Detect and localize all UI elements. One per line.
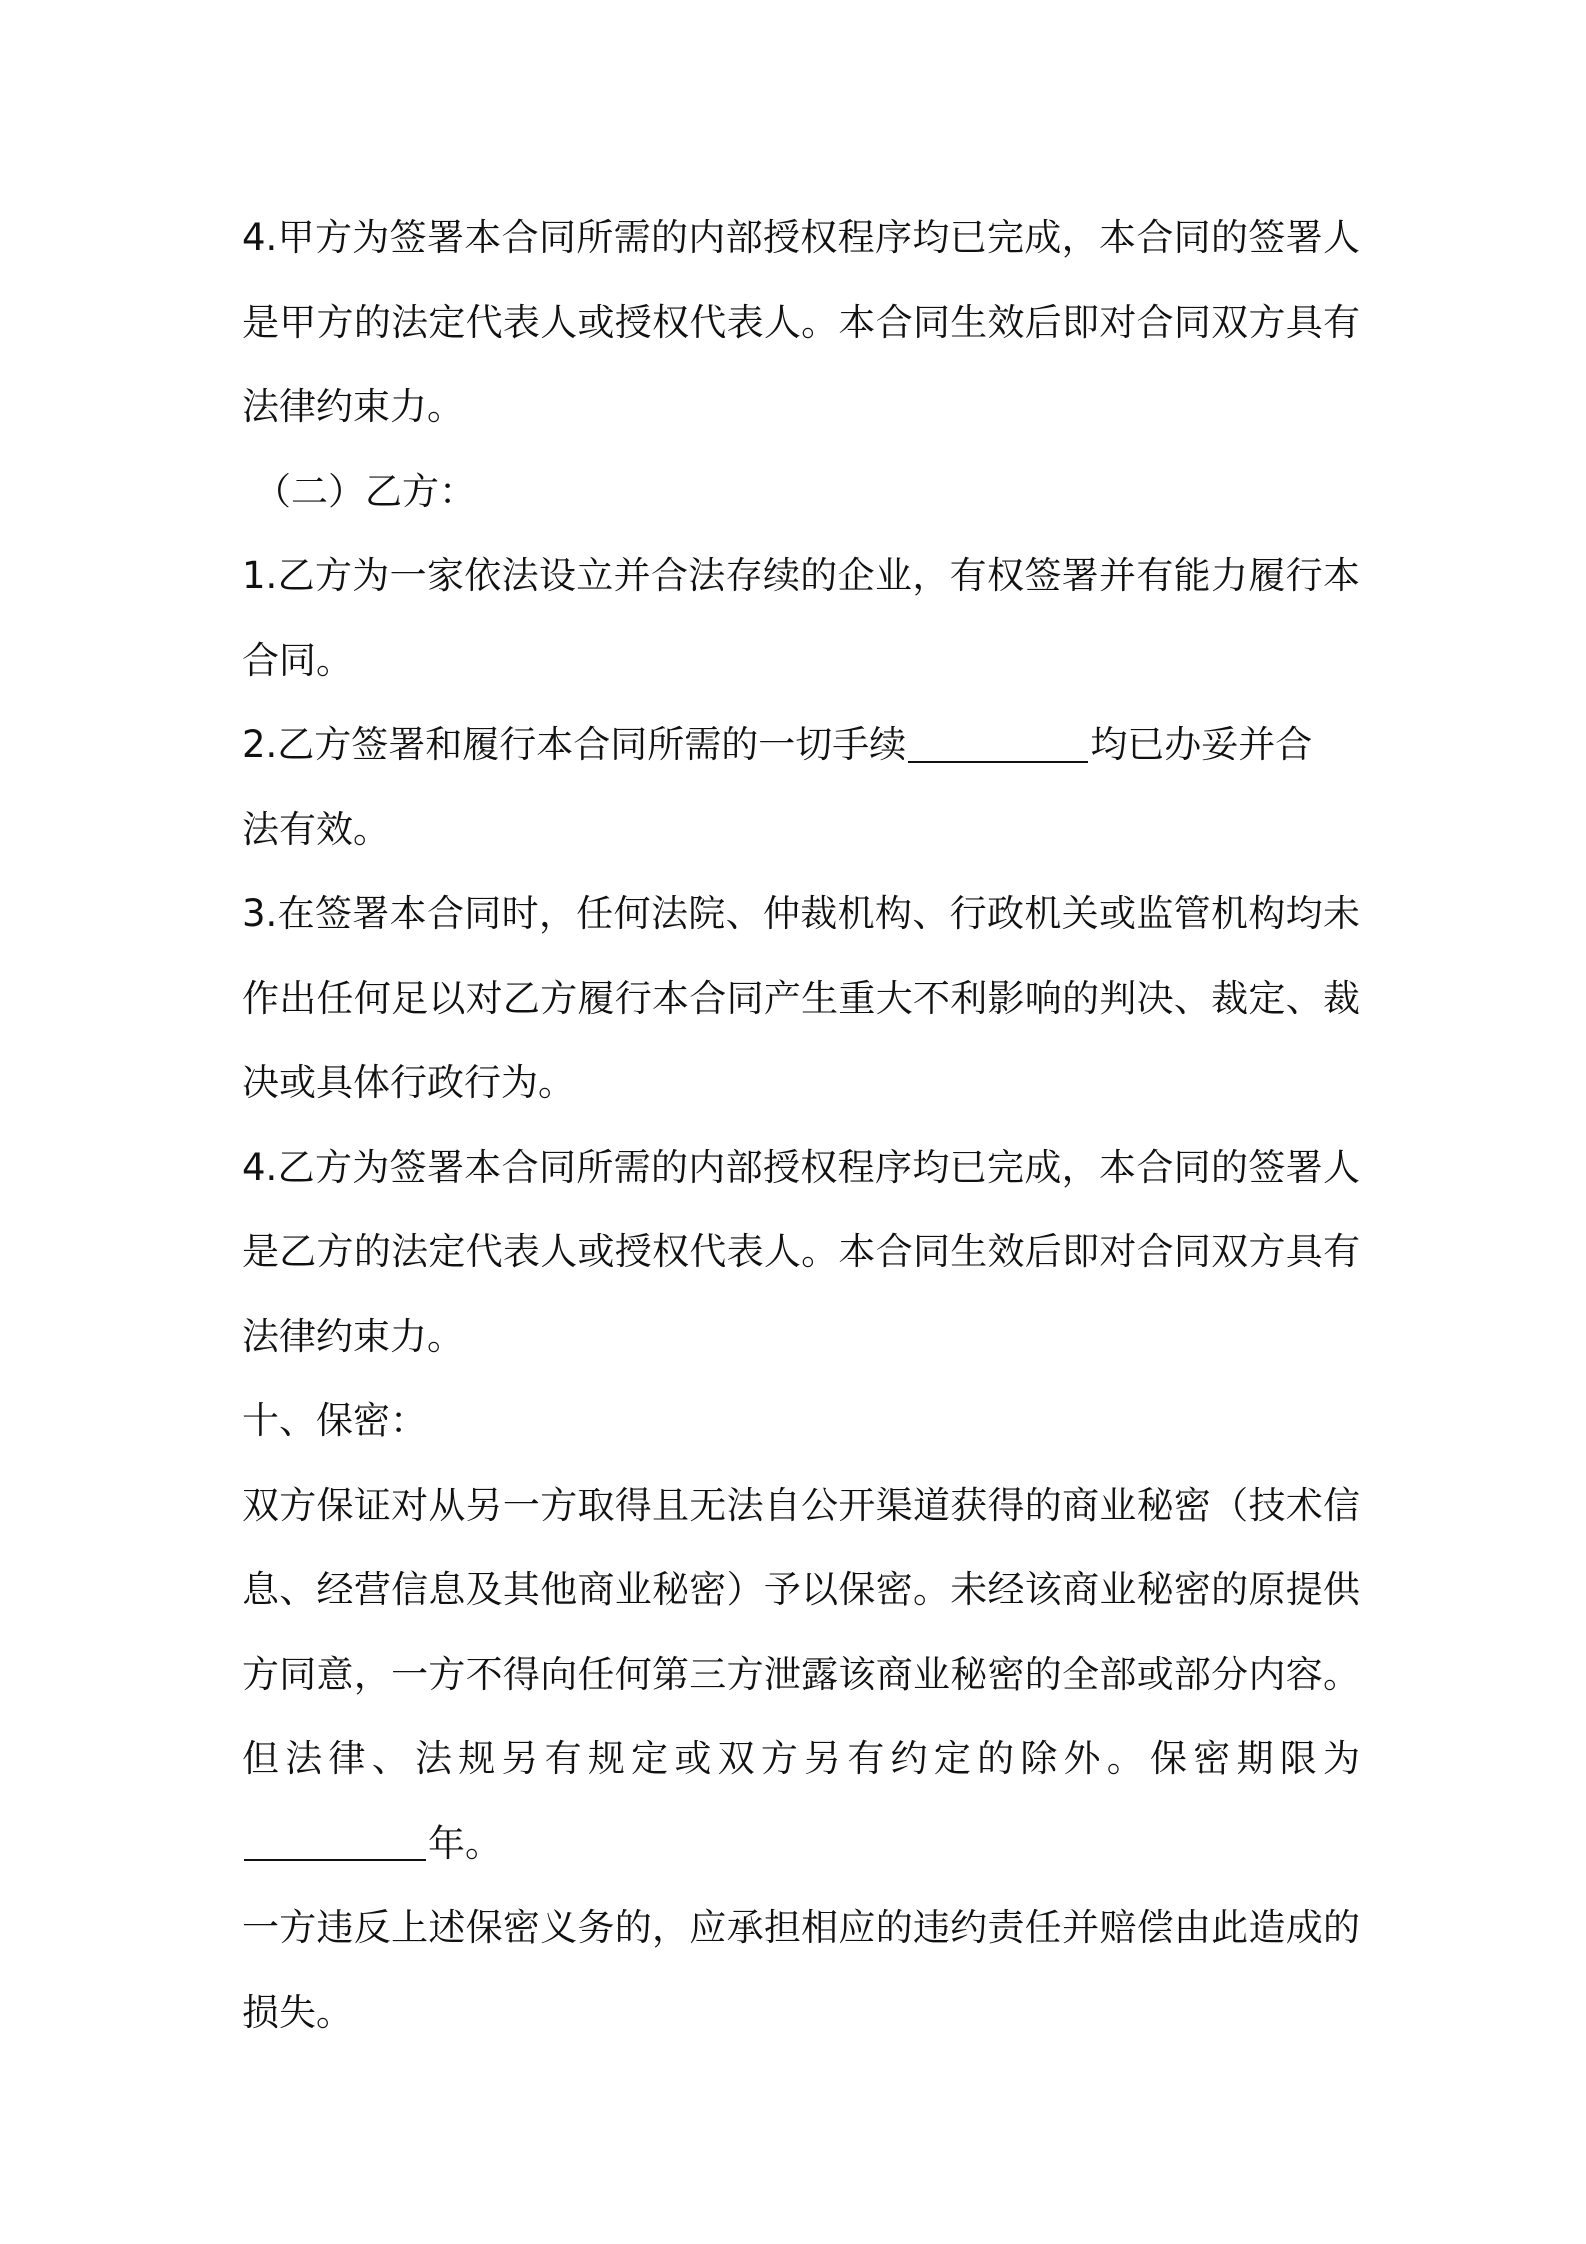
clause-text: 2.乙方签署和履行本合同所需的一切手续 xyxy=(242,723,907,766)
party-b-clause-1 xyxy=(242,534,1360,703)
party-b-heading: （二）乙方： xyxy=(254,469,476,513)
confidentiality-clause xyxy=(242,1464,1360,1887)
contract-text xyxy=(242,196,1360,2055)
text-line: 双方保证对从另一方取得且无法自公开渠道获得的商业秘密（技术信 xyxy=(242,1483,1360,1527)
clause-text: 年。 xyxy=(428,1821,502,1865)
text-line: 一方违反上述保密义务的，应承担相应的违约责任并赔偿由此造成的 xyxy=(242,1906,1360,1949)
text-line: 1.乙方为一家依法设立并合法存续的企业，有权签署并有能力履行本 xyxy=(242,554,1360,597)
party-b-clause-3 xyxy=(242,872,1360,1126)
text-line: 是乙方的法定代表人或授权代表人。本合同生效后即对合同双方具有 xyxy=(242,1230,1360,1273)
text-line xyxy=(242,703,1360,788)
text-line: 决或具体行政行为。 xyxy=(242,1061,575,1104)
text-line: 法律约束力。 xyxy=(242,385,464,428)
party-b-clause-4 xyxy=(242,1126,1360,1380)
breach-clause xyxy=(242,1886,1360,2055)
text-line: 法有效。 xyxy=(242,807,390,851)
text-line: 方同意，一方不得向任何第三方泄露该商业秘密的全部或部分内容。 xyxy=(242,1652,1360,1696)
text-line xyxy=(242,1802,1360,1887)
text-line: 法律约束力。 xyxy=(242,1314,464,1358)
text-line: 但法律、法规另有规定或双方另有约定的除外。保密期限为 xyxy=(242,1737,1360,1780)
text-line: 是甲方的法定代表人或授权代表人。本合同生效后即对合同双方具有 xyxy=(242,300,1360,344)
text-line: 4.甲方为签署本合同所需的内部授权程序均已完成，本合同的签署人 xyxy=(242,216,1360,259)
text-line: 息、经营信息及其他商业秘密）予以保密。未经该商业秘密的原提供 xyxy=(242,1568,1360,1611)
fill-in-blank xyxy=(908,716,1088,762)
fill-in-blank xyxy=(244,1815,426,1861)
party-b-clause-2 xyxy=(242,703,1360,872)
text-line: 损失。 xyxy=(242,1990,353,2034)
party-a-clause-4 xyxy=(242,196,1360,450)
text-line: 3.在签署本合同时，任何法院、仲裁机构、行政机关或监管机构均未 xyxy=(242,892,1360,935)
text-line: 作出任何足以对乙方履行本合同产生重大不利影响的判决、裁定、裁 xyxy=(242,976,1360,1020)
clause-text: 均已办妥并合 xyxy=(1090,723,1313,766)
text-line: 4.乙方为签署本合同所需的内部授权程序均已完成，本合同的签署人 xyxy=(242,1145,1360,1189)
text-line: 合同。 xyxy=(242,638,353,682)
section-10-heading: 十、保密： xyxy=(242,1399,427,1442)
